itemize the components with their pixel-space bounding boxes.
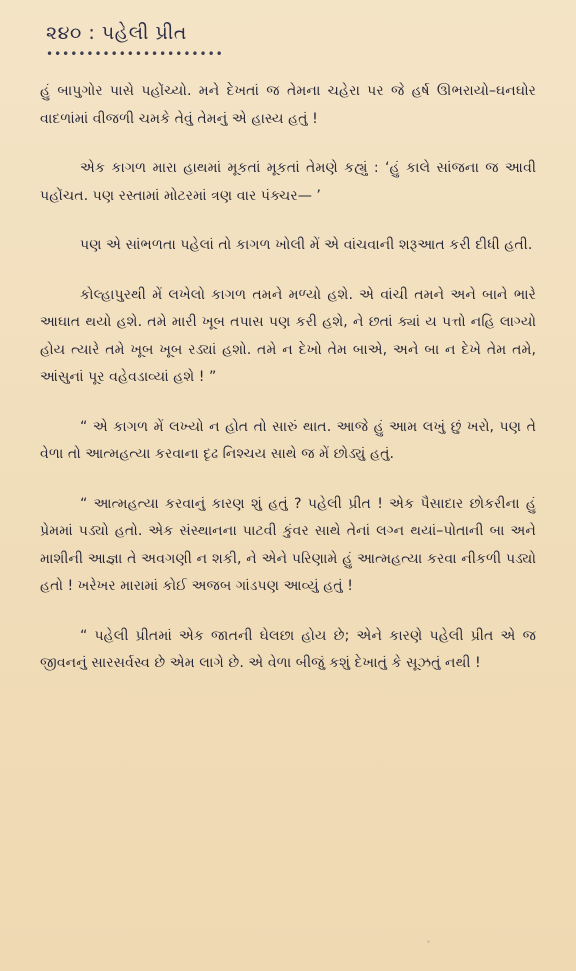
paper-speck [427,940,430,943]
paragraph-6: “ આત્મહત્યા કરવાનું કારણ શું હતું ? પહેલી પ્રીત ! એક પૈસાદાર છોકરીના હું પ્રેમમાં પડ્યો હતો. એક સંસ્થાનના પાટવી કુંવર સાથે તેનાં લગ્ન થયાં–પોતાની બા અને માશીની આજ્ઞા તે અવગણી ન શકી, ને એને પરિણામે હું આત્મહત્યા કરવા નીકળી પડ્યો હતો ! ખરેખર મારામાં કોઈ અજબ ગાંડપણ આવ્યું હતું ! [40,495,536,594]
header-dotted-rule: •••••••••••••••••••••• [46,47,224,61]
page-header: ૨૪૦ : પહેલી પ્રીત [46,22,187,44]
paragraph-4: કોલ્હાપુરથી મેં લખેલો કાગળ તમને મળ્યો હશે. એ વાંચી તમને અને બાને ભારે આઘાત થયો હશે. તમે મારી ખૂબ તપાસ પણ કરી હશે, ને છતાં ક્યાં ય પત્તો નહિ લાગ્યો હોય ત્યારે તમે ખૂબ ખૂબ રડ્યાં હશો. તમે ન દેખો તેમ બાએ, અને બા ન દેખે તેમ તમે, આંસુનાં પૂર વહેવડાવ્યાં હશે ! ” [40,286,536,385]
paragraph-2: એક કાગળ મારા હાથમાં મૂકતાં મૂકતાં તેમણે કહ્યું : ‘હું કાલે સાંજના જ આવી પહોંચત. પણ રસ્તામાં મોટરમાં ત્રણ વાર પંક્ચર— ’ [40,160,536,204]
paragraph-1: હું બાપુગોર પાસે પહોંચ્યો. મને દેખતાં જ તેમના ચહેરા પર જે હર્ષ ઊભરાયો–ઘનઘોર વાદળાંમાં વીજળી ચમકે તેવું તેમનું એ હાસ્ય હતું ! [40,83,536,127]
paragraph-3: પણ એ સાંભળતા પહેલાં તો કાગળ ખોલી મેં એ વાંચવાની શરૂઆત કરી દીધી હતી. [80,237,533,253]
paragraph-5: “ એ કાગળ મેં લખ્યો ન હોત તો સારું થાત. આજે હું આમ લખું છું ખરો, પણ તે વેળા તો આત્મહત્યા કરવાના દૃઢ નિશ્ચય સાથે જ મેં છોડ્યું હતું. [40,418,536,462]
paragraph-7: “ પહેલી પ્રીતમાં એક જાતની ઘેલછા હોય છે; એને કારણે પહેલી પ્રીત એ જ જીવનનું સારસર્વસ્વ છે એમ લાગે છે. એ વેળા બીજું કશું દેખાતું કે સૂઝતું નથી ! [40,627,536,671]
